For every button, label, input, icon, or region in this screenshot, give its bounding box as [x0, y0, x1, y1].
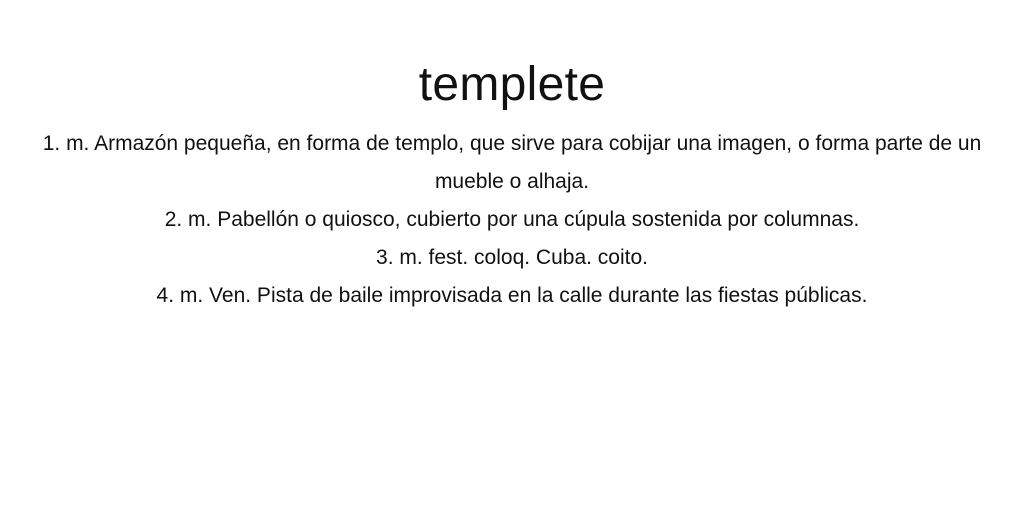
definition-3: 3. m. fest. coloq. Cuba. coito. [376, 246, 648, 269]
definition-4: 4. m. Ven. Pista de baile improvisada en la calle durante las fiestas públicas. [156, 284, 868, 307]
definition-2: 2. m. Pabellón o quiosco, cubierto por una cúpula sostenida por columnas. [164, 208, 860, 231]
headword: templete [418, 58, 606, 111]
definition-list [40, 125, 984, 315]
definition-1: 1. m. Armazón pequeña, en forma de templo, que sirve para cobijar una imagen, o forma parte de un mueble o alhaja. [42, 132, 982, 193]
dictionary-entry [40, 55, 984, 315]
